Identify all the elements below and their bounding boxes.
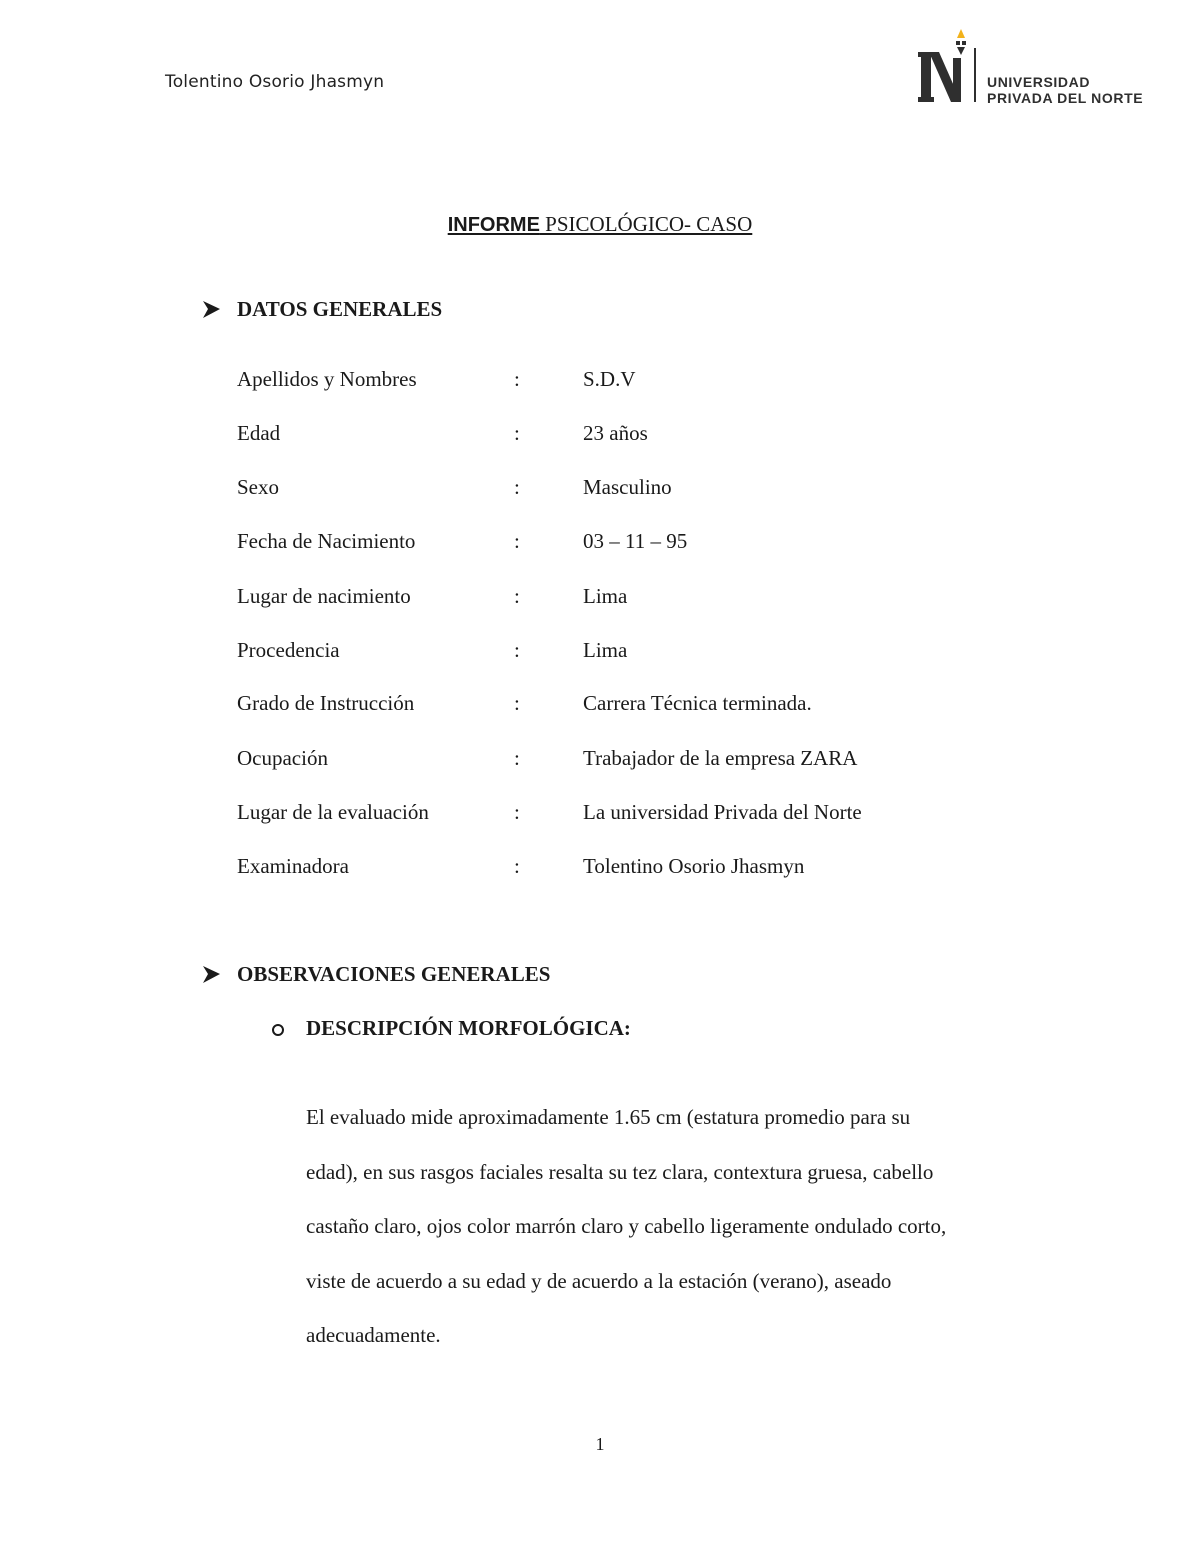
logo-line-1: UNIVERSIDAD xyxy=(987,74,1091,90)
field-colon: : xyxy=(514,638,520,662)
circle-bullet-icon xyxy=(272,1024,284,1036)
field-label: Sexo xyxy=(237,475,279,499)
field-colon: : xyxy=(514,854,520,878)
paragraph-line: adecuadamente. xyxy=(306,1323,441,1347)
description-paragraph xyxy=(306,1090,1031,1363)
paragraph-line: castaño claro, ojos color marrón claro y cabello ligeramente ondulado corto, xyxy=(306,1214,947,1238)
field-label: Lugar de la evaluación xyxy=(237,800,429,824)
field-colon: : xyxy=(514,584,520,608)
field-value: Tolentino Osorio Jhasmyn xyxy=(583,854,805,878)
field-colon: : xyxy=(514,475,520,499)
field-row xyxy=(237,421,1037,449)
arrow-bullet-icon xyxy=(202,965,222,985)
field-row xyxy=(237,584,1037,612)
field-row xyxy=(237,475,1037,503)
logo-wordmark xyxy=(987,74,1143,106)
section-datos-generales: DATOS GENERALES xyxy=(237,297,443,321)
field-label: Edad xyxy=(237,421,281,445)
field-value: Trabajador de la empresa ZARA xyxy=(583,746,858,770)
field-label: Ocupación xyxy=(237,746,328,770)
field-label: Examinadora xyxy=(237,854,349,878)
paragraph-line: El evaluado mide aproximadamente 1.65 cm (estatura promedio para su xyxy=(306,1105,911,1129)
field-row xyxy=(237,367,1037,395)
field-row xyxy=(237,800,1037,828)
field-row xyxy=(237,691,1037,719)
field-value: Carrera Técnica terminada. xyxy=(583,691,812,715)
title-part-informe: INFORME xyxy=(447,214,540,236)
field-label: Grado de Instrucción xyxy=(237,691,415,715)
field-colon: : xyxy=(514,691,520,715)
field-colon: : xyxy=(514,421,520,445)
field-colon: : xyxy=(514,367,520,391)
subsection-descripcion-morfologica: DESCRIPCIÓN MORFOLÓGICA: xyxy=(306,1016,631,1040)
paragraph-line: edad), en sus rasgos faciales resalta su tez clara, contextura gruesa, cabello xyxy=(306,1159,934,1184)
upn-n-logo-icon xyxy=(915,28,985,108)
field-row xyxy=(237,746,1037,774)
field-value: 03 – 11 – 95 xyxy=(583,529,688,553)
field-value: S.D.V xyxy=(583,367,636,391)
field-value: 23 años xyxy=(583,421,648,445)
field-colon: : xyxy=(514,746,520,770)
field-label: Apellidos y Nombres xyxy=(237,367,417,391)
field-value: La universidad Privada del Norte xyxy=(583,800,862,824)
page-number: 1 xyxy=(595,1434,605,1454)
field-colon: : xyxy=(514,529,520,553)
field-value: Lima xyxy=(583,638,628,662)
field-value: Masculino xyxy=(583,475,672,499)
section-observaciones-generales: OBSERVACIONES GENERALES xyxy=(237,962,551,986)
field-row xyxy=(237,854,1037,882)
title-part-caso: PSICOLÓGICO- CASO xyxy=(539,212,753,236)
field-label: Procedencia xyxy=(237,638,340,662)
field-row xyxy=(237,529,1037,557)
logo-line-2: PRIVADA DEL NORTE xyxy=(987,90,1144,106)
field-label: Lugar de nacimiento xyxy=(237,584,411,608)
field-row xyxy=(237,638,1037,666)
document-title xyxy=(0,212,1200,237)
university-logo xyxy=(915,28,1165,108)
paragraph-line: viste de acuerdo a su edad y de acuerdo a la estación (verano), aseado xyxy=(306,1268,892,1293)
header-author: Tolentino Osorio Jhasmyn xyxy=(165,72,385,92)
field-colon: : xyxy=(514,800,520,824)
field-value: Lima xyxy=(583,584,628,608)
arrow-bullet-icon xyxy=(202,300,222,320)
field-label: Fecha de Nacimiento xyxy=(237,529,416,553)
